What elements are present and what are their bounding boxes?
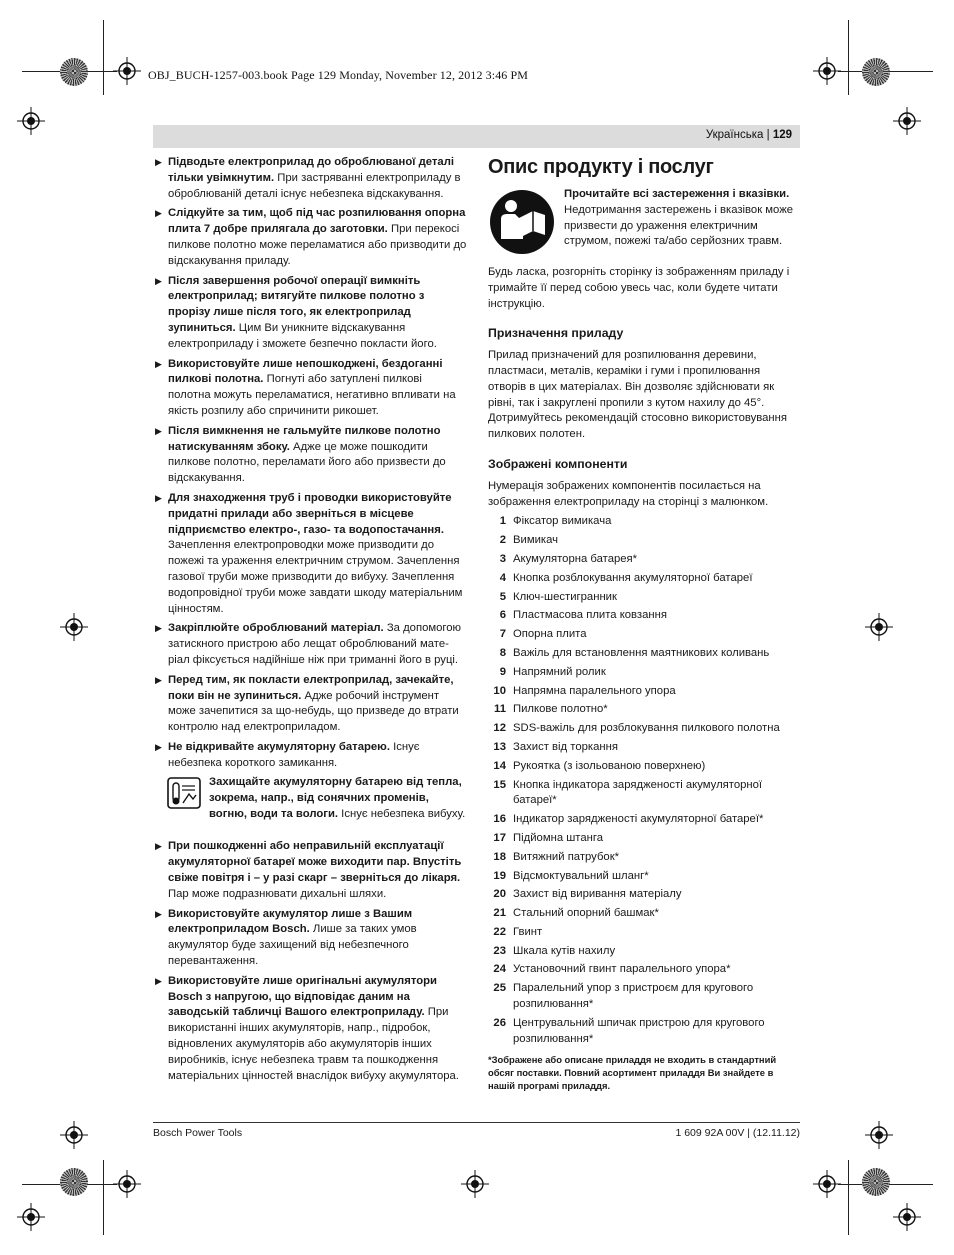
registration-mark-icon: [113, 57, 141, 85]
component-item: [488, 702, 800, 718]
battery-heat-warning-icon: [167, 777, 201, 809]
read-manual-icon: [489, 189, 555, 255]
component-label: Рукоятка (з ізольованою поверхнею): [513, 759, 706, 772]
bullet-arrow-icon: ▶: [155, 623, 162, 634]
component-number: 5: [499, 590, 506, 603]
intended-use-heading: Призначення приладу: [488, 326, 624, 341]
component-item: [488, 850, 800, 866]
component-number: 21: [493, 907, 506, 920]
bullet-text: Існує небезпека короткого замикання.: [168, 740, 420, 769]
component-label: Фіксатор вимикача: [513, 515, 612, 528]
component-item: [488, 778, 800, 810]
component-label: Кнопка розблокування акумуляторної батареї: [513, 571, 753, 584]
component-item: [488, 665, 800, 681]
registration-mark-icon: [113, 1170, 141, 1198]
page-number: 129: [772, 129, 792, 141]
component-label: Важіль для встановлення маятникових коливань: [513, 646, 770, 659]
safety-bullet: [155, 740, 467, 772]
component-number: 1: [499, 515, 506, 528]
component-label: Ключ-шестигранник: [513, 590, 617, 603]
component-number: 24: [493, 963, 506, 976]
component-item: [488, 812, 800, 828]
header-separator: |: [766, 129, 770, 141]
component-label: SDS-важіль для розблокування пилкового полотна: [513, 722, 780, 735]
component-item: [488, 627, 800, 643]
component-number: 19: [493, 869, 506, 882]
components-heading: Зображені компоненти: [488, 456, 628, 471]
safety-bullet: [155, 206, 467, 269]
bullet-bold: Підводьте електроприлад до оброблюваної деталі тільки увімкнутим.: [168, 156, 455, 184]
bullet-arrow-icon: ▶: [155, 492, 162, 503]
battery-warning: [155, 775, 467, 835]
bullet-arrow-icon: ▶: [155, 157, 162, 167]
component-label: Шкала кутів нахилу: [513, 944, 616, 957]
component-item: [488, 590, 800, 606]
crop-line: [103, 20, 104, 95]
component-item: [488, 533, 800, 549]
intended-use-paragraph: Прилад призначений для розпилювання деревини, пластмаси, металів, кераміки і гуми і пропилювання отворів в цих матеріалах. Він дозволяє здійснювати як рівні, так і закруглені пропили з кутом нахилу до 45°. Дотримуйтесь рекомендацій стосовно використовування пилкових полотен.: [488, 349, 788, 441]
header-language: [706, 129, 792, 141]
safety-bullet: [155, 491, 467, 617]
bullet-text: За допомогою затискного пристрою або лещат оброблюваний мате-ріал фіксується надійніше ніж при триманні його в руці.: [168, 622, 462, 666]
component-item: [488, 684, 800, 700]
component-label: Стальний опорний башмак*: [513, 907, 659, 920]
color-bar-swatch: [60, 1168, 88, 1196]
battery-warning-bold: Захищайте акумуляторну батарею від тепла, зокрема, напр., від сонячних променів, вогню, води та вологи.: [209, 776, 462, 821]
bullet-text: Адже це може пошкодити пилкове полотно, переламати його або призвести до відскакування.: [168, 440, 446, 485]
component-label: Гвинт: [513, 925, 543, 938]
component-number: 2: [499, 534, 506, 547]
component-label: Відсмоктувальний шланг*: [513, 869, 649, 882]
component-item: [488, 869, 800, 885]
component-item: [488, 740, 800, 756]
safety-bullet: [155, 621, 467, 668]
bullet-bold: Після вимкнення не гальмуйте пилкове полотно натискуванням збоку.: [168, 424, 441, 453]
bullet-arrow-icon: ▶: [155, 741, 162, 752]
battery-bullets: [155, 839, 467, 1084]
safety-note-bold: Прочитайте всі застереження і вказівки.: [564, 188, 790, 200]
bullet-arrow-icon: ▶: [155, 908, 162, 919]
bullet-arrow-icon: ▶: [155, 674, 162, 685]
components-intro: Нумерація зображених компонентів посилається на зображення електроприладу на сторінці з малюнком.: [488, 479, 769, 508]
component-number: 4: [499, 571, 506, 584]
component-number: 6: [499, 609, 506, 622]
color-bar-swatch: [862, 1168, 890, 1196]
component-label: Установочний гвинт паралельного упора*: [513, 963, 731, 976]
bullet-text: Пар може подразнювати дихальні шляхи.: [168, 887, 387, 900]
accessories-footnote: *Зображене або описане приладдя не входить в стандартний обсяг поставки. Повний асортимент приладдя Ви знайдете в нашій програмі приладдя.: [488, 1054, 777, 1092]
section-title: Опис продукту і послуг: [488, 156, 714, 178]
bullet-text: При використанні інших акумуляторів, напр., підробок, відновлених акумуляторів або акумуляторів інших виробників, існує небезпека травм та пошкодження матеріальних цінностей внаслідок вибуху акумулятора.: [168, 1006, 459, 1082]
bullet-bold: Перед тим, як покласти електроприлад, зачекайте, поки він не зупиниться.: [168, 673, 454, 702]
component-item: [488, 608, 800, 624]
safety-bullet: [155, 155, 467, 202]
component-item: [488, 721, 800, 737]
footer-rule: [153, 1122, 800, 1123]
bullet-text: При перекосі пилкове полотно може переламатися або призводити до відскакування приладу.: [168, 223, 467, 267]
bullet-bold: Використовуйте лише непошкоджені, бездоганні пилкові полотна.: [168, 357, 443, 386]
component-item: [488, 552, 800, 568]
registration-mark-icon: [893, 1203, 921, 1231]
component-item: [488, 887, 800, 903]
component-number: 15: [493, 778, 506, 791]
bullet-bold: Не відкривайте акумуляторну батарею.: [168, 740, 390, 753]
component-label: Центрувальний шпичак пристрою для кругового розпилювання*: [513, 1016, 765, 1045]
bullet-text: Адже робочий інструмент може зачепитися за що-небудь, що призведе до втрати контролю над електроприладом.: [168, 689, 459, 734]
component-item: [488, 759, 800, 775]
component-label: Кнопка індикатора зарядженості акумуляторної батареї*: [513, 778, 763, 807]
registration-mark-icon: [893, 107, 921, 135]
bullet-bold: Закріплюйте оброблюваний матеріал.: [168, 622, 384, 635]
bullet-bold: Після завершення робочої операції вимкніть електроприлад; витягуйте пилкове полотно з прорізу лише після того, як електроприлад зупиниться.: [168, 274, 425, 334]
color-bar-swatch: [862, 58, 890, 86]
footer-doc-id: 1 609 92A 00V | (12.11.12): [675, 1127, 800, 1139]
component-number: 17: [493, 831, 506, 844]
language-label: Українська: [705, 129, 764, 141]
component-number: 18: [493, 850, 506, 863]
safety-bullet: [155, 907, 467, 970]
bullet-bold: Слідкуйте за тим, щоб під час розпилювання опорна плита 7 добре прилягала до заготовки.: [168, 207, 466, 236]
component-number: 16: [493, 813, 506, 826]
bullet-arrow-icon: ▶: [155, 275, 162, 286]
registration-mark-icon: [461, 1170, 489, 1198]
registration-mark-icon: [813, 1170, 841, 1198]
registration-mark-icon: [17, 1203, 45, 1231]
component-number: 26: [493, 1016, 506, 1029]
right-column: [488, 155, 800, 1092]
crop-line: [848, 1160, 849, 1235]
component-item: [488, 571, 800, 587]
component-item: [488, 831, 800, 847]
safety-note-text: Недотримання застережень і вказівок може призвести до ураження електричним струмом, пожежі та/або серйозних травм.: [564, 203, 794, 248]
components-list: [488, 514, 800, 1047]
bullet-bold: Використовуйте лише оригінальні акумулятори Bosch з напругою, що відповідає даним на заводській табличці Вашого електроприладу.: [168, 974, 437, 1019]
component-number: 12: [493, 722, 506, 735]
bullet-arrow-icon: ▶: [155, 425, 162, 436]
bullet-arrow-icon: ▶: [155, 975, 162, 986]
component-number: 7: [499, 628, 506, 641]
component-item: [488, 514, 800, 530]
crop-line: [848, 20, 849, 95]
bullet-bold: Використовуйте акумулятор лише з Вашим електроприладом Bosch.: [168, 907, 413, 936]
safety-bullet: [155, 357, 467, 420]
color-bar-swatch: [60, 58, 88, 86]
bullet-text: При застряванні електроприладу в оброблюваній деталі існує небезпека відскакування.: [168, 171, 461, 200]
safety-bullet: [155, 424, 467, 487]
safety-bullet: [155, 839, 467, 902]
component-label: Захист від торкання: [513, 740, 618, 753]
read-instructions-note: [488, 187, 800, 257]
registration-mark-icon: [60, 1121, 88, 1149]
component-number: 3: [499, 552, 506, 565]
registration-mark-icon: [60, 613, 88, 641]
intro-paragraph: Будь ласка, розгорніть сторінку із зображенням приладу і тримайте її перед собою увесь час, коли будете читати інструкцію.: [488, 266, 790, 310]
component-label: Паралельний упор з пристроєм для кругового розпилювання*: [513, 982, 754, 1011]
component-item: [488, 962, 800, 978]
component-number: 9: [499, 665, 506, 678]
safety-bullet: [155, 673, 467, 736]
component-item: [488, 1016, 800, 1048]
component-number: 13: [493, 740, 506, 753]
component-number: 14: [493, 759, 506, 772]
registration-mark-icon: [17, 107, 45, 135]
component-label: Напрямна паралельного упора: [513, 684, 676, 697]
bullet-arrow-icon: ▶: [155, 208, 162, 219]
component-label: Напрямний ролик: [513, 665, 606, 678]
component-number: 25: [493, 982, 506, 995]
footer-brand: Bosch Power Tools: [153, 1127, 243, 1139]
component-label: Підйомна штанга: [513, 831, 604, 844]
bullet-text: Лише за таких умов акумулятор буде захищений від небезпечного перевантаження.: [168, 923, 417, 968]
bullet-bold: Для знаходження труб і проводки використовуйте придатні прилади або зверніться в місцеве підприємство електро-, газо- та водопостачання.: [168, 491, 452, 536]
component-label: Пилкове полотно*: [513, 703, 608, 716]
bullet-text: Цим Ви уникните відскакування електроприладу і зможете безпечно покласти його.: [168, 321, 437, 350]
crop-line: [103, 1160, 104, 1235]
component-item: [488, 944, 800, 960]
component-number: 11: [494, 703, 506, 716]
registration-mark-icon: [865, 1121, 893, 1149]
component-label: Вимикач: [513, 534, 559, 547]
bullet-text: Зачеплення електропроводки може призводити до пожежі та ураження електричним струмом. Зачеплення газової труби може призводити до вибуху. Зачеплення водопровідної труби може завдати шкоду матеріальним цінностям.: [168, 539, 463, 615]
component-item: [488, 981, 800, 1013]
battery-warning-text: Існує небезпека вибуху.: [338, 808, 466, 821]
component-number: 10: [493, 684, 506, 697]
bullet-bold: При пошкодженні або неправильній експлуатації акумуляторної батареї може виходити пар. Впустіть свіже повітря і – у разі скарг – зверніться до лікаря.: [168, 840, 462, 885]
bullet-text: Погнуті або затуплені пилкові полотна можуть переламатися, негативно впливати на якість розпилу або спричинити рикошет.: [168, 373, 456, 417]
component-label: Пластмасова плита ковзання: [513, 609, 667, 622]
component-item: [488, 925, 800, 941]
component-number: 20: [493, 888, 506, 901]
safety-bullets: [155, 155, 467, 771]
component-label: Захист від виривання матеріалу: [513, 888, 682, 901]
left-column: [155, 155, 467, 1088]
registration-mark-icon: [813, 57, 841, 85]
component-label: Опорна плита: [513, 628, 587, 641]
component-number: 22: [493, 925, 506, 938]
component-item: [488, 906, 800, 922]
file-info: OBJ_BUCH-1257-003.book Page 129 Monday, November 12, 2012 3:46 PM: [148, 68, 529, 82]
bullet-arrow-icon: ▶: [155, 841, 162, 852]
component-label: Витяжний патрубок*: [513, 850, 620, 863]
bullet-arrow-icon: ▶: [155, 358, 162, 369]
safety-bullet: [155, 274, 467, 353]
component-number: 23: [493, 944, 506, 957]
page-header: [153, 125, 800, 148]
component-item: [488, 646, 800, 662]
registration-mark-icon: [865, 613, 893, 641]
safety-bullet: [155, 974, 467, 1085]
component-number: 8: [499, 646, 506, 659]
component-label: Акумуляторна батарея*: [513, 552, 638, 565]
component-label: Індикатор зарядженості акумуляторної батареї*: [513, 813, 764, 826]
